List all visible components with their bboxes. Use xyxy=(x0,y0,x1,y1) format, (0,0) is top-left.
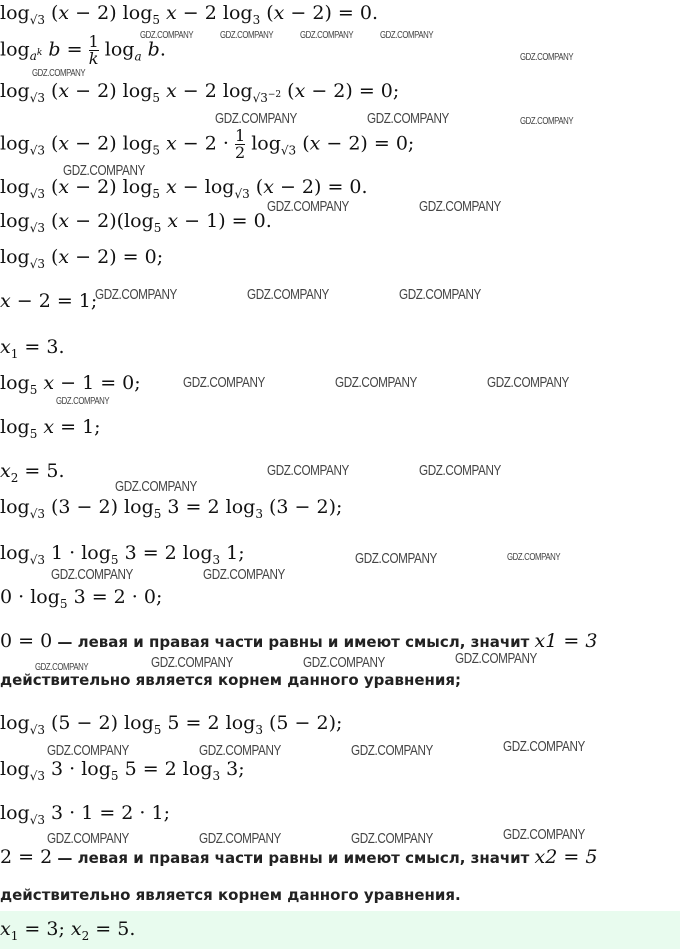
watermark: GDZ.COMPANY xyxy=(63,162,145,179)
watermark: GDZ.COMPANY xyxy=(267,462,349,479)
equation-step-2: $\log_{√3} (x - 2)$ $\log_5 x - 2$ · $\frac{1}{2}$ $\log_{√3} (x - 2) = 0$; xyxy=(0,126,415,162)
root-x1: $x_1 = 3$. xyxy=(0,336,65,361)
watermark: GDZ.COMPANY xyxy=(520,52,574,63)
equation-factored: $\log_{√3} (x - 2)(\log_5$ x − 1) = 0. xyxy=(0,210,272,235)
equation-case-1: $\log_{√3} (x - 2) = 0$; xyxy=(0,246,164,271)
check1-tail: действительно является корнем данного уравнения; xyxy=(0,671,462,689)
equation-step-1: $\log_{√3} (x - 2)$ $\log_5 x - 2$ $\log_{√3^{-2}} (x - 2) = 0$; xyxy=(0,80,400,105)
watermark: GDZ.COMPANY xyxy=(51,566,133,583)
watermark: GDZ.COMPANY xyxy=(32,68,86,79)
watermark: GDZ.COMPANY xyxy=(419,198,501,215)
watermark: GDZ.COMPANY xyxy=(199,742,281,759)
check1-conclusion xyxy=(0,630,597,652)
equation-case-1-solve: x − 2 = 1; xyxy=(0,290,98,312)
check2-evaluate: $\log_{√3} 3 \cdot 1 = 2 \cdot 1$; xyxy=(0,802,170,827)
watermark: GDZ.COMPANY xyxy=(35,662,89,673)
watermark: GDZ.COMPANY xyxy=(399,286,481,303)
watermark: GDZ.COMPANY xyxy=(303,654,385,671)
check2-simplify: $\log_{√3} 3 \cdot \log_5 5 = 2$ $\log_3 3$; xyxy=(0,758,245,783)
watermark: GDZ.COMPANY xyxy=(151,654,233,671)
watermark: GDZ.COMPANY xyxy=(203,566,285,583)
check1-equality: 0 = 0 xyxy=(0,630,53,652)
check1-simplify: $\log_{√3} 1 \cdot \log_5 3 = 2$ $\log_3 1$; xyxy=(0,542,245,567)
watermark: GDZ.COMPANY xyxy=(351,742,433,759)
watermark: GDZ.COMPANY xyxy=(267,198,349,215)
watermark: GDZ.COMPANY xyxy=(335,374,417,391)
equation-case-2-solve: $\log_5 x = 1$; xyxy=(0,416,101,441)
watermark: GDZ.COMPANY xyxy=(355,550,437,567)
check2-equality: 2 = 2 xyxy=(0,846,53,868)
watermark: GDZ.COMPANY xyxy=(367,110,449,127)
watermark: GDZ.COMPANY xyxy=(503,826,585,843)
check2-conclusion xyxy=(0,846,597,868)
watermark: GDZ.COMPANY xyxy=(455,650,537,667)
watermark: GDZ.COMPANY xyxy=(220,30,274,41)
check2-substitute: $\log_{√3} (5 - 2)$ $\log_5 5 = 2$ $\log_3 (5 - 2)$; xyxy=(0,712,343,737)
watermark: GDZ.COMPANY xyxy=(183,374,265,391)
watermark: GDZ.COMPANY xyxy=(115,478,197,495)
watermark: GDZ.COMPANY xyxy=(507,552,561,563)
watermark: GDZ.COMPANY xyxy=(56,396,110,407)
watermark: GDZ.COMPANY xyxy=(351,830,433,847)
watermark: GDZ.COMPANY xyxy=(247,286,329,303)
check1-evaluate: $0 \cdot \log_5 3 = 2 \cdot 0$; xyxy=(0,586,163,611)
watermark: GDZ.COMPANY xyxy=(47,742,129,759)
equation-original: $\log_{√3} (x - 2)$ $\log_5 x - 2$ $\log_3 (x - 2) = 0$. xyxy=(0,2,379,27)
root-x2: $x_2 = 5$. xyxy=(0,460,65,485)
watermark: GDZ.COMPANY xyxy=(199,830,281,847)
watermark: GDZ.COMPANY xyxy=(419,462,501,479)
equation-step-3: $\log_{√3} (x - 2)$ $\log_5 x - \log_{√3} (x - 2) = 0$. xyxy=(0,176,368,201)
formula-log-power-base: $\log_{a^k} b$ = $\frac{1}{k}$ $\log_a b$. xyxy=(0,32,166,68)
watermark: GDZ.COMPANY xyxy=(215,110,297,127)
watermark: GDZ.COMPANY xyxy=(95,286,177,303)
watermark: GDZ.COMPANY xyxy=(140,30,194,41)
check1-root: x1 = 3 xyxy=(534,630,598,652)
final-answer: $x_1 = 3$; $x_2 = 5$. xyxy=(0,918,136,943)
equation-case-2: $\log_5 x - 1 = 0$; xyxy=(0,372,141,397)
check2-root: x2 = 5 xyxy=(534,846,598,868)
check1-text: — левая и правая части равны и имеют смысл, значит xyxy=(52,633,535,651)
watermark: GDZ.COMPANY xyxy=(300,30,354,41)
watermark: GDZ.COMPANY xyxy=(520,116,574,127)
check2-tail: действительно является корнем данного уравнения. xyxy=(0,886,461,904)
check2-text: — левая и правая части равны и имеют смысл, значит xyxy=(52,849,535,867)
watermark: GDZ.COMPANY xyxy=(380,30,434,41)
watermark: GDZ.COMPANY xyxy=(487,374,569,391)
watermark: GDZ.COMPANY xyxy=(503,738,585,755)
watermark: GDZ.COMPANY xyxy=(47,830,129,847)
check1-substitute: $\log_{√3} (3 - 2)$ $\log_5 3 = 2$ $\log_3 (3 - 2)$; xyxy=(0,496,343,521)
